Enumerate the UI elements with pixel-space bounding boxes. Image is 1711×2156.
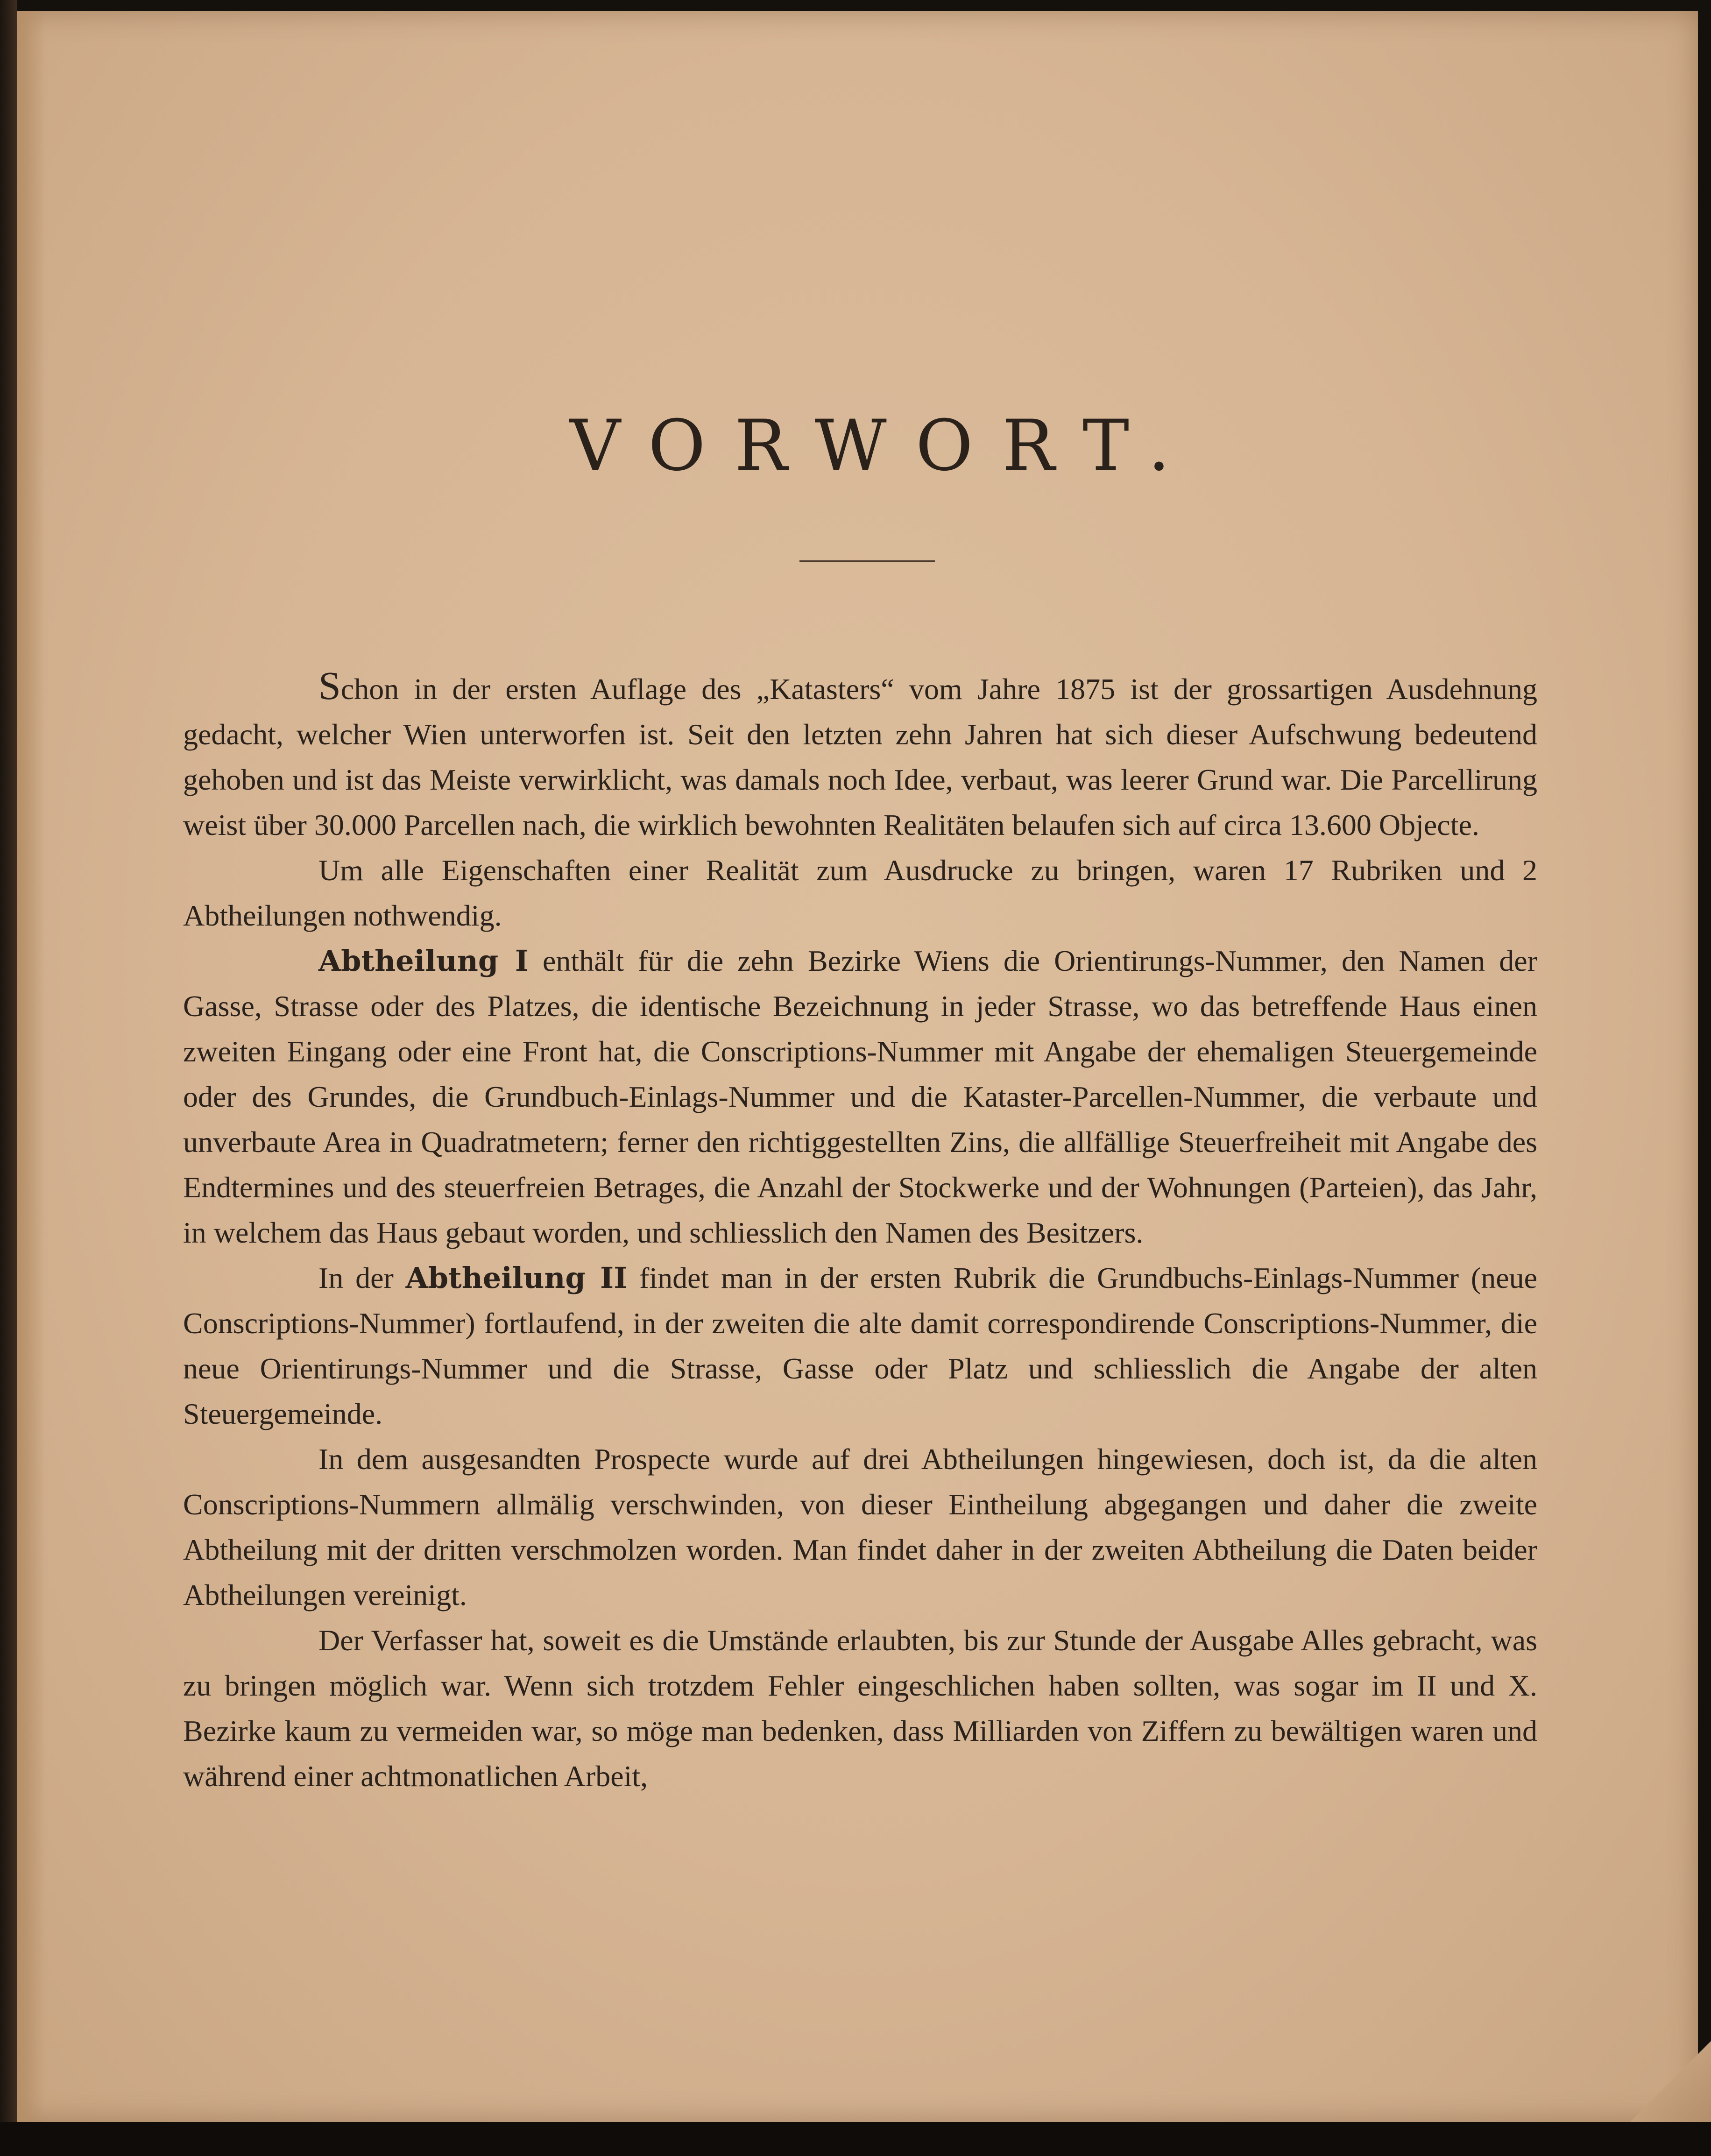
drop-cap: S: [318, 663, 341, 708]
paragraph-4-text: findet man in der ersten Rubrik die Grundbuchs-Einlags-Nummer (neue Conscriptions-Nummer) fortlaufend, in der zweiten die alte damit correspondirende Conscriptions-Nummer, die neue Orientirungs-Nummer und die Strasse, Gasse oder Platz und schliesslich die Angabe der alten Steuergemeinde.: [183, 1261, 1538, 1430]
section-heading-abtheilung-1: Abtheilung I: [318, 944, 529, 978]
paragraph-6: Der Verfasser hat, soweit es die Umstände erlaubten, bis zur Stunde der Ausgabe Alles gebracht, was zu bringen möglich war. Wenn sich trotzdem Fehler eingeschlichen haben sollten, was sogar im II und X. Bezirke kaum zu vermeiden war, so möge man bedenken, dass Milliarden von Ziffern zu bewältigen waren und während einer achtmonatlichen Arbeit,: [183, 1624, 1537, 1793]
body-text: [183, 663, 1537, 1799]
paragraph-1-text: chon in der ersten Auflage des „Katasters“ vom Jahre 1875 ist der grossartigen Ausdehnung gedacht, welcher Wien unterworfen ist. Seit den letzten zehn Jahren hat sich dieser Aufschwung bedeutend gehoben und ist das Meiste verwirklicht, was damals noch Idee, verbaut, was leerer Grund war. Die Parcellirung weist über 30.000 Parcellen nach, die wirklich bewohnten Realitäten belaufen sich auf circa 13.600 Objecte.: [183, 672, 1537, 841]
title-divider: [799, 560, 935, 562]
paragraph-5: In dem ausgesandten Prospecte wurde auf drei Abtheilungen hingewiesen, doch ist, da die alten Conscriptions-Nummern allmälig verschwinden, von dieser Eintheilung abgegangen und daher die zweite Abtheilung mit der dritten verschmolzen worden. Man findet daher in der zweiten Abtheilung die Daten beider Abtheilungen vereinigt.: [183, 1442, 1537, 1612]
paragraph-2: Um alle Eigenschaften einer Realität zum Ausdrucke zu bringen, waren 17 Rubriken und 2 Abtheilungen nothwendig.: [183, 854, 1537, 932]
book-spine: [0, 0, 17, 2156]
paragraph-3-text: enthält für die zehn Bezirke Wiens die Orientirungs-Nummer, den Namen der Gasse, Strasse oder des Platzes, die identische Bezeichnung in jeder Strasse, wo das betreffende Haus einen zweiten Eingang oder eine Front hat, die Conscriptions-Nummer mit Angabe der ehemaligen Steuergemeinde oder des Grundes, die Grundbuch-Einlags-Nummer und die Kataster-Parcellen-Nummer, die verbaute und unverbaute Area in Quadratmetern; ferner den richtiggestellten Zins, die allfällige Steuerfreiheit mit Angabe des Endtermines und des steuerfreien Betrages, die Anzahl der Stockwerke und der Wohnungen (Parteien), das Jahr, in welchem das Haus gebaut worden, und schliesslich den Namen des Besitzers.: [183, 944, 1538, 1249]
section-heading-abtheilung-2: Abtheilung II: [405, 1261, 628, 1295]
page-corner-fold: [1623, 2038, 1711, 2131]
paragraph-4-lead: In der: [318, 1261, 406, 1294]
page-bottom-edge: [0, 2122, 1711, 2156]
paragraph-1: [183, 663, 1537, 848]
paragraph-3: [183, 938, 1537, 1255]
page-title: VORWORT.: [570, 405, 1199, 487]
paragraph-4: [183, 1255, 1537, 1436]
